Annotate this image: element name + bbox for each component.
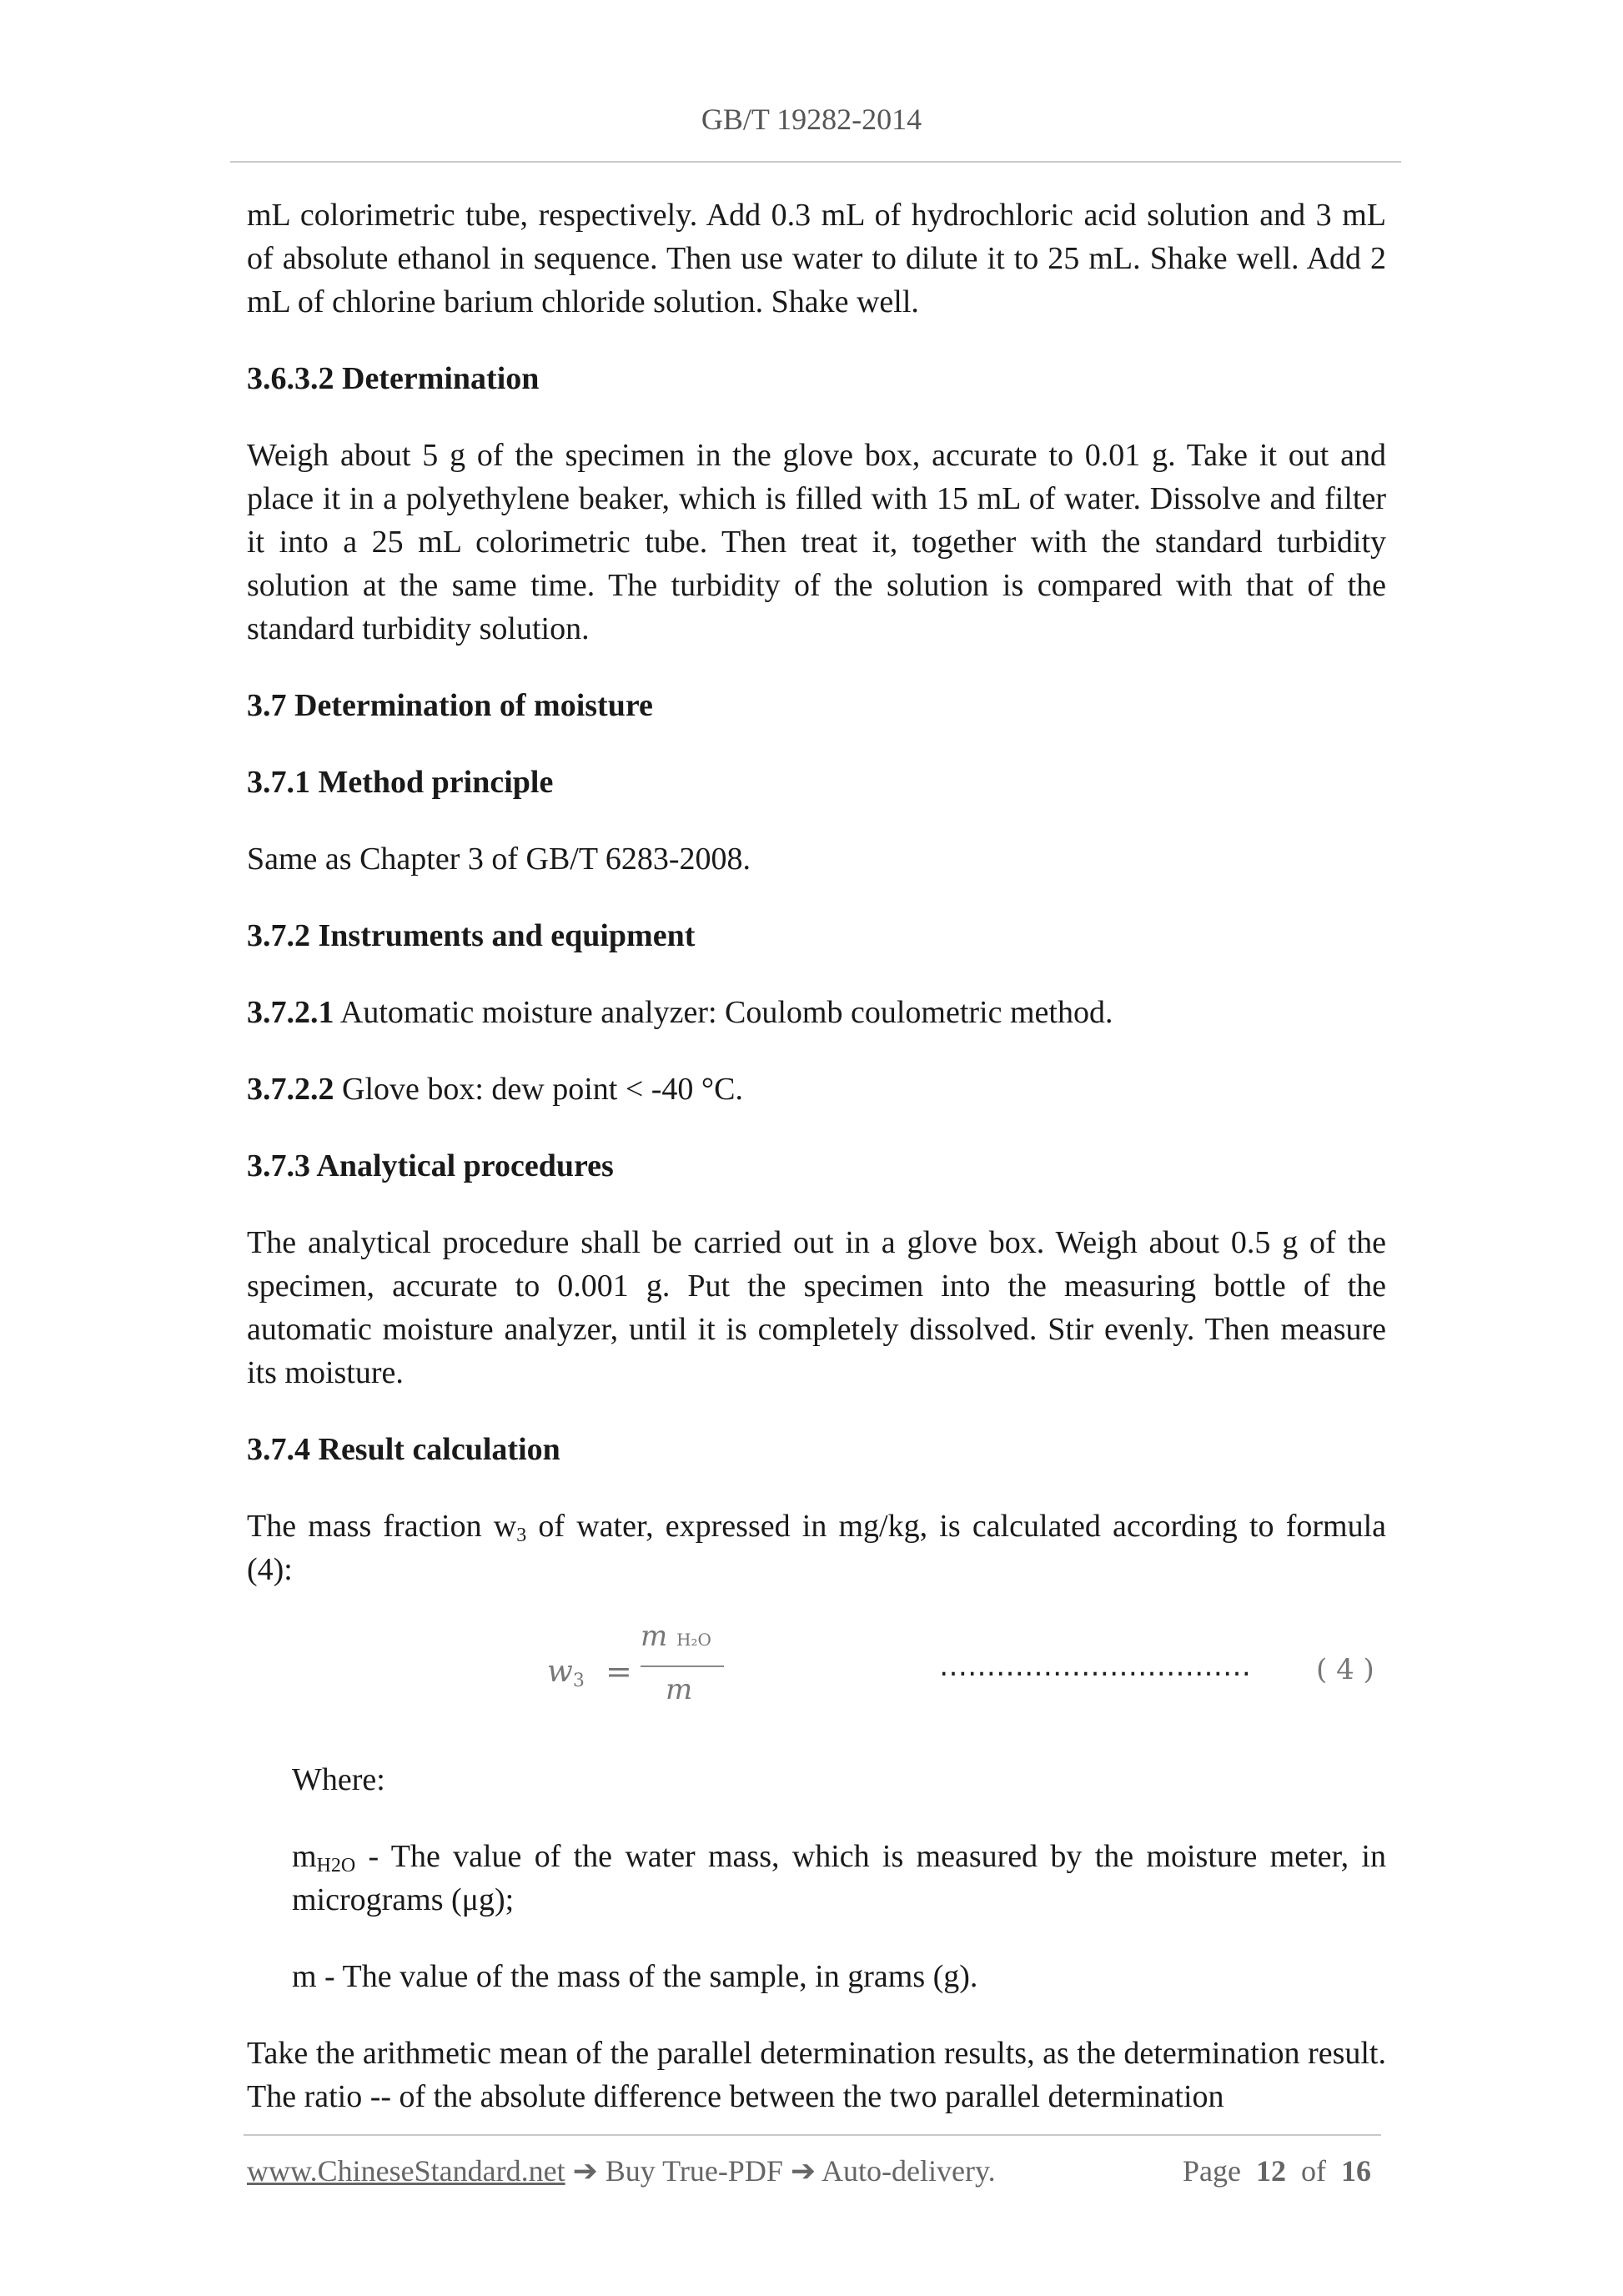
formula-4	[247, 1620, 1386, 1725]
paragraph-method-principle: Same as Chapter 3 of GB/T 6283-2008.	[247, 842, 751, 877]
footer-divider	[244, 2134, 1381, 2136]
item-3-7-2-1	[247, 991, 1386, 1034]
document-header	[0, 102, 1623, 137]
fraction-bar	[641, 1665, 724, 1667]
formula-leader-dots: ……………………………	[939, 1650, 1251, 1683]
site-link[interactable]: www.ChineseStandard.net	[247, 2154, 565, 2188]
buy-true-pdf-text: Buy True-PDF	[605, 2154, 783, 2188]
heading-3-7-3: 3.7.3 Analytical procedures	[247, 1148, 614, 1183]
paragraph-continuation: mL colorimetric tube, respectively. Add 0.3 mL of hydrochloric acid solution and 3 mL of absolute ethanol in sequence. Then use water to dilute it to 25 mL. Shake well. Add 2 mL of chlorine barium chloride solution. Shake well.	[247, 198, 1386, 319]
subscript: 3	[516, 1525, 527, 1546]
heading-3-7: 3.7 Determination of moisture	[247, 688, 653, 723]
paragraph-analytical-procedure: The analytical procedure shall be carried out in a glove box. Weigh about 0.5 g of the specimen, accurate to 0.001 g. Put the specimen into the measuring bottle of the automatic moisture analyzer, until it is completely dissolved. Stir evenly. Then measure its moisture.	[247, 1225, 1386, 1390]
subscript: H2O	[316, 1855, 356, 1876]
formula-denominator: m	[666, 1673, 693, 1706]
page-number: 12	[1256, 2154, 1286, 2188]
heading-3-7-1: 3.7.1 Method principle	[247, 765, 554, 800]
header-divider	[230, 161, 1401, 163]
definition-m: m - The value of the mass of the sample, in grams (g).	[292, 1959, 978, 1994]
arrow-icon: ➔	[782, 2154, 822, 2188]
paragraph-mass-fraction: The mass fraction $w_3$ of water, expressed in mg/kg, is calculated according to formula (4):	[247, 1509, 1387, 1587]
formula-lhs: w3	[547, 1655, 585, 1691]
formula-equals: =	[605, 1653, 632, 1690]
heading-3-7-4: 3.7.4 Result calculation	[247, 1432, 560, 1467]
item-text: Glove box: dew point < -40 °C.	[334, 1072, 743, 1107]
formula-number: ( 4 )	[1316, 1653, 1374, 1686]
item-3-7-2-2	[247, 1068, 1386, 1111]
where-label: Where:	[292, 1762, 385, 1797]
page-footer	[247, 2153, 1384, 2195]
paragraph-arithmetic-mean: Take the arithmetic mean of the parallel determination results, as the determination result. The ratio -- of the absolute difference between the two parallel determination	[247, 2036, 1386, 2114]
page-content	[247, 193, 1386, 2152]
item-number: 3.7.2.1	[247, 995, 334, 1030]
heading-3-6-3-2: 3.6.3.2 Determination	[247, 361, 540, 396]
formula-numerator: m H₂O	[641, 1620, 711, 1653]
item-number: 3.7.2.2	[247, 1072, 334, 1107]
heading-3-7-2: 3.7.2 Instruments and equipment	[247, 918, 696, 953]
paragraph-determination: Weigh about 5 g of the specimen in the glove box, accurate to 0.01 g. Take it out and place it in a polyethylene beaker, which is filled with 15 mL of water. Dissolve and filter it into a 25 mL colorimetric tube. Then treat it, together with the standard turbidity solution at the same time. The turbidity of the solution is compared with that of the standard turbidity solution.	[247, 438, 1386, 646]
definition-m-h2o: $m_{H2O}$ - The value of the water mass, which is measured by the moisture meter, in micrograms (μg);	[292, 1839, 1386, 1917]
arrow-icon: ➔	[565, 2154, 605, 2188]
page-indicator: Page 12 of 16	[1183, 2154, 1371, 2188]
item-text: Automatic moisture analyzer: Coulomb coulometric method.	[334, 995, 1113, 1030]
auto-delivery-text: Auto-delivery.	[822, 2154, 996, 2188]
document-id: GB/T 19282-2014	[701, 103, 922, 136]
page-total: 16	[1341, 2154, 1371, 2188]
